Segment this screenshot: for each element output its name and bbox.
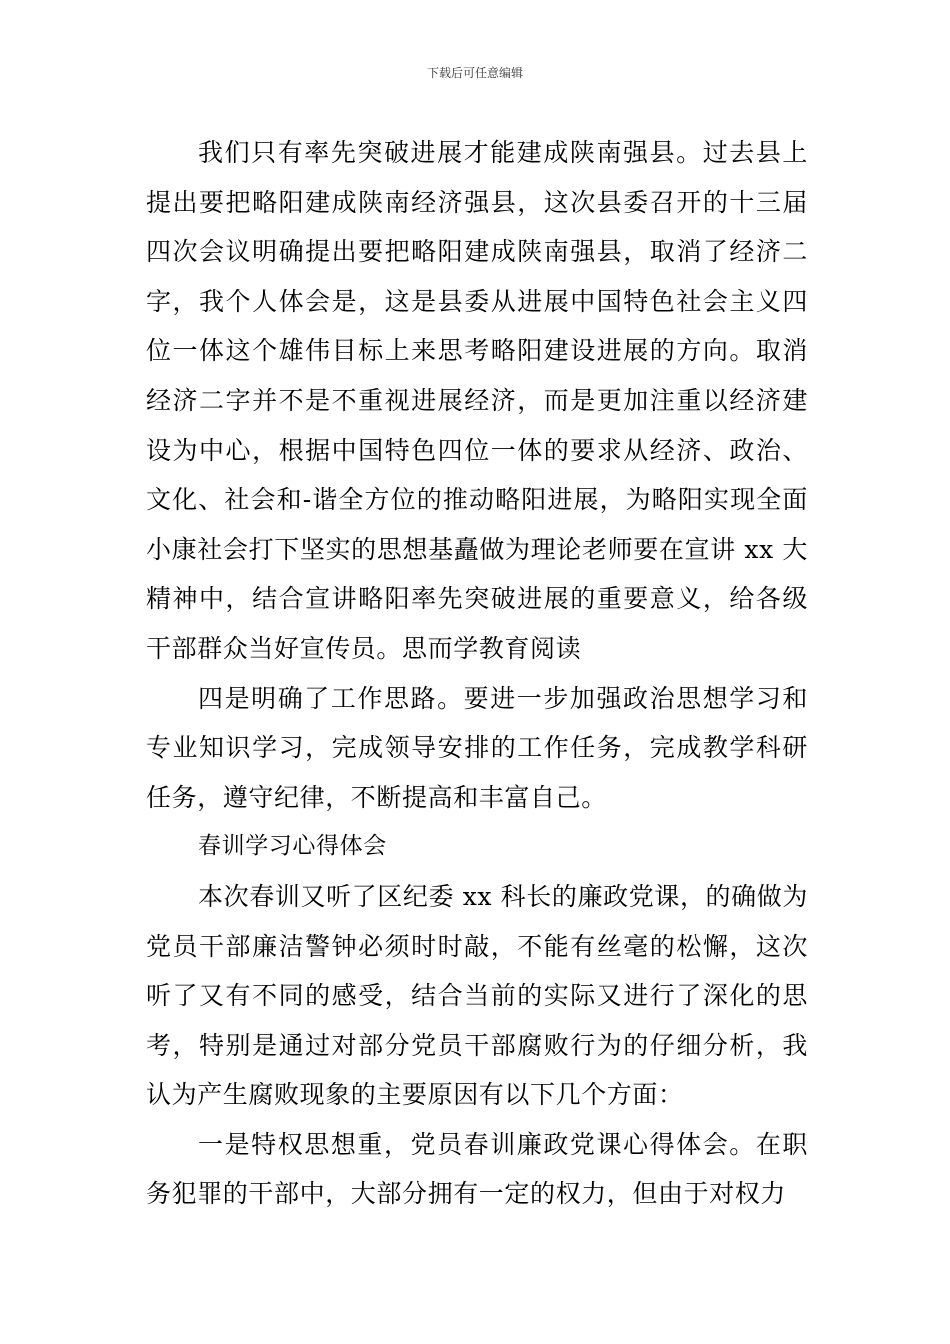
- paragraph-2: 四是明确了工作思路。要进一步加强政治思想学习和专业知识学习，完成领导安排的工作任务，完成教学科研任务，遵守纪律，不断提高和丰富自己。: [146, 683, 808, 812]
- section-heading: 春训学习心得体会: [198, 833, 387, 860]
- page-header: 下载后可任意编辑: [426, 66, 523, 80]
- paragraph-4: 一是特权思想重，党员春训廉政党课心得体会。在职务犯罪的干部中，大部分拥有一定的权力，但由于对权力: [146, 1129, 808, 1209]
- paragraph-3: 本次春训又听了区纪委 xx 科长的廉政党课，的确做为党员干部廉洁警钟必须时时敲，不能有丝毫的松懈，这次听了又有不同的感受，结合当前的实际又进行了深化的思考，特别是通过对部分党员干部腐败行为的仔细分析，我认为产生腐败现象的主要原因有以下几个方面：: [146, 881, 808, 1110]
- document-body: [146, 128, 808, 1219]
- paragraph-1: 我们只有率先突破进展才能建成陕南强县。过去县上提出要把略阳建成陕南经济强县，这次县委召开的十三届四次会议明确提出要把略阳建成陕南强县，取消了经济二字，我个人体会是，这是县委从进展中国特色社会主义四位一体这个雄伟目标上来思考略阳建设进展的方向。取消经济二字并不是不重视进展经济，而是更加注重以经济建设为中心，根据中国特色四位一体的要求从经济、政治、文化、社会和-谐全方位的推动略阳进展，为略阳实现全面小康社会打下坚实的思想基矗做为理论老师要在宣讲 xx 大精神中，结合宣讲略阳率先突破进展的重要意义，给各级干部群众当好宣传员。思而学教育阅读: [146, 138, 808, 663]
